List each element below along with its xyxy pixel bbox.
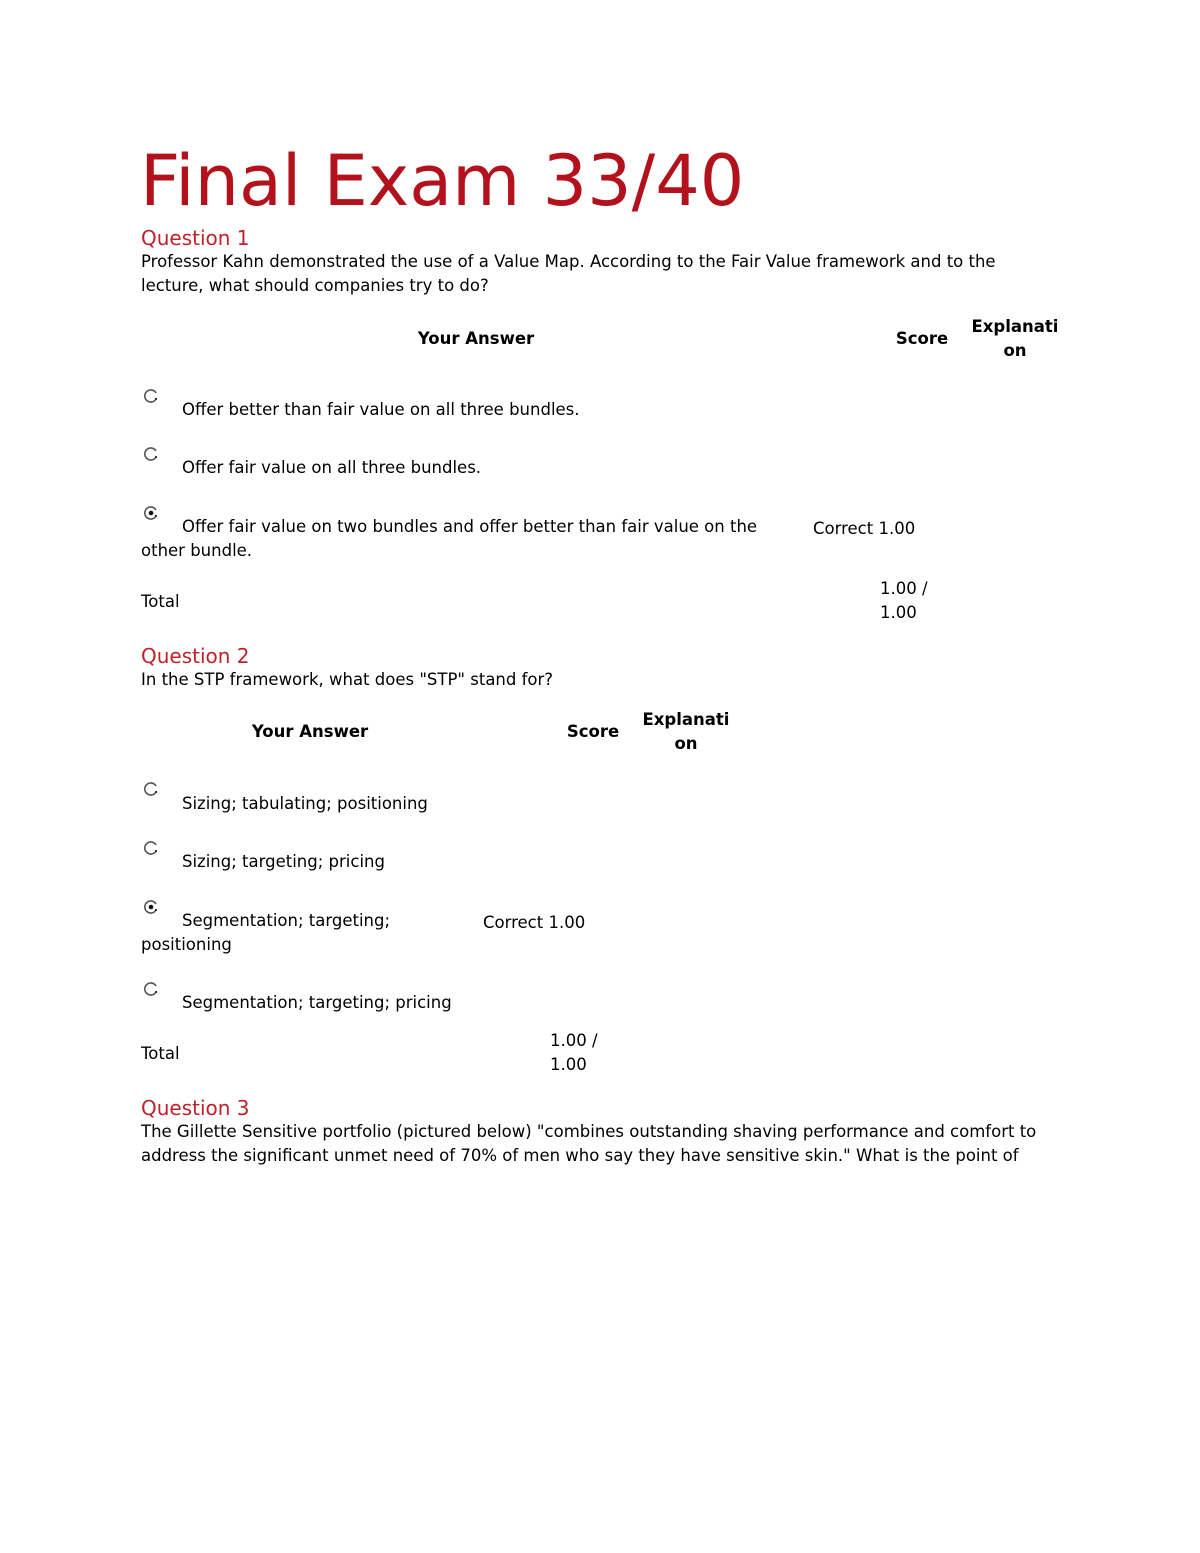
- q2-col-explanation: Explanati on: [642, 710, 730, 753]
- question-2-heading: Question 2: [141, 644, 250, 668]
- q2-option-text: Sizing; targeting; pricing: [182, 852, 385, 871]
- question-2-prompt: In the STP framework, what does "STP" stand for?: [141, 670, 554, 689]
- q2-col-score: Score: [566, 722, 620, 741]
- q1-option-text: Offer fair value on two bundles and offer better than fair value on the other bundle.: [141, 517, 758, 560]
- question-1-prompt: Professor Kahn demonstrated the use of a Value Map. According to the Fair Value framework and to the lecture, what should companies try to do?: [141, 252, 996, 295]
- radio-unselected-icon[interactable]: [144, 389, 158, 403]
- q2-option-text: Sizing; tabulating; positioning: [182, 794, 428, 813]
- q2-option-text: Segmentation; targeting; positioning: [141, 911, 391, 954]
- page-title: Final Exam 33/40: [140, 140, 745, 222]
- radio-unselected-icon[interactable]: [144, 841, 158, 855]
- q2-total-score: 1.00 / 1.00: [550, 1031, 598, 1074]
- q2-result: Correct 1.00: [483, 913, 586, 932]
- q2-option-text: Segmentation; targeting; pricing: [182, 993, 452, 1012]
- radio-unselected-icon[interactable]: [144, 982, 158, 996]
- q1-total-score: 1.00 / 1.00: [880, 579, 928, 622]
- q1-total-label: Total: [141, 592, 180, 611]
- q1-col-score: Score: [895, 329, 949, 348]
- q2-total-label: Total: [141, 1044, 180, 1063]
- q1-col-explanation: Explanati on: [971, 317, 1059, 360]
- q1-option-text: Offer fair value on all three bundles.: [182, 458, 482, 477]
- q1-result: Correct 1.00: [813, 519, 916, 538]
- radio-unselected-icon[interactable]: [144, 782, 158, 796]
- q1-option-text: Offer better than fair value on all three bundles.: [182, 400, 580, 419]
- q1-col-your-answer: Your Answer: [417, 329, 535, 348]
- question-3-heading: Question 3: [141, 1096, 250, 1120]
- question-3-prompt: The Gillette Sensitive portfolio (pictured below) "combines outstanding shaving performance and comfort to address the significant unmet need of 70% of men who say they have sensitive skin." What is the point of: [141, 1122, 1037, 1165]
- radio-unselected-icon[interactable]: [144, 447, 158, 461]
- question-1-heading: Question 1: [141, 226, 250, 250]
- q2-col-your-answer: Your Answer: [251, 722, 369, 741]
